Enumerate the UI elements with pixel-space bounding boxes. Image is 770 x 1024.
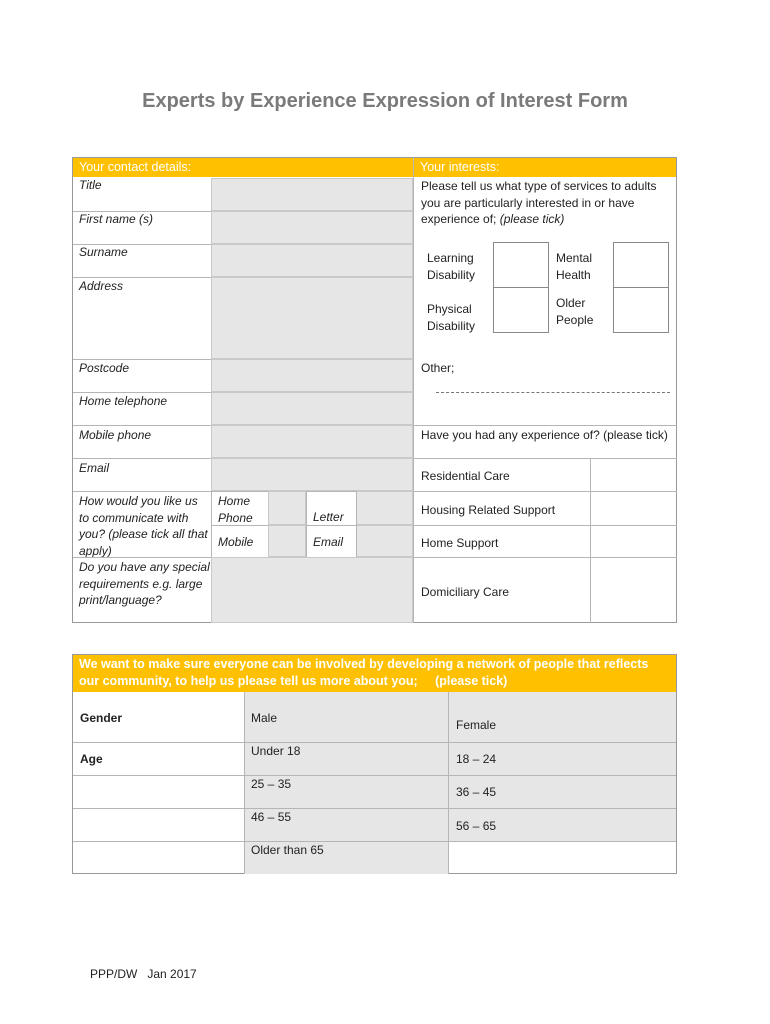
home-support-label: Home Support bbox=[421, 536, 499, 550]
postcode-label: Postcode bbox=[79, 361, 130, 375]
postcode-input[interactable] bbox=[211, 359, 413, 392]
surname-label: Surname bbox=[79, 245, 128, 259]
first-name-label: First name (s) bbox=[79, 212, 154, 226]
mobile-phone-label: Mobile phone bbox=[79, 428, 152, 442]
involvement-header-text: We want to make sure everyone can be involved by developing a network of people that reflects our community, to help us please tell us more about you; bbox=[79, 657, 649, 688]
opt-letter-label: Letter bbox=[313, 510, 344, 524]
older-than-65-option[interactable]: Older than 65 bbox=[251, 843, 324, 857]
email-checkbox[interactable] bbox=[356, 525, 413, 557]
mental-health-checkbox[interactable] bbox=[613, 242, 669, 288]
interests-intro-tick: (please tick) bbox=[499, 212, 565, 226]
footer-ref: PPP/DW Jan 2017 bbox=[90, 967, 197, 981]
age-25-35-option[interactable]: 25 – 35 bbox=[251, 777, 292, 791]
communicate-label: How would you like us to communicate with you? (please tick all that apply) bbox=[79, 494, 208, 558]
age-56-65-option[interactable]: 56 – 65 bbox=[456, 819, 497, 833]
first-name-input[interactable] bbox=[211, 211, 413, 244]
special-requirements-label: Do you have any special requirements e.g. large print/language? bbox=[79, 560, 210, 607]
email-input[interactable] bbox=[211, 458, 413, 491]
interests-header: Your interests: bbox=[414, 158, 676, 177]
housing-support-label: Housing Related Support bbox=[421, 503, 556, 517]
gender-label: Gender bbox=[80, 711, 123, 725]
address-label: Address bbox=[79, 279, 124, 293]
residential-care-label: Residential Care bbox=[421, 469, 510, 483]
residential-care-checkbox[interactable] bbox=[591, 459, 676, 491]
home-phone-checkbox[interactable] bbox=[268, 491, 306, 525]
age-46-55-option[interactable]: 46 – 55 bbox=[251, 810, 292, 824]
opt-home-phone-label: Home Phone bbox=[218, 494, 253, 525]
interests-intro bbox=[421, 178, 671, 228]
other-label: Other; bbox=[421, 361, 455, 375]
surname-input[interactable] bbox=[211, 244, 413, 277]
involvement-header bbox=[73, 655, 676, 692]
domiciliary-care-checkbox[interactable] bbox=[591, 558, 676, 622]
contact-details-header: Your contact details: bbox=[73, 158, 413, 177]
older-people-checkbox[interactable] bbox=[613, 287, 669, 333]
learning-disability-label: Learning Disability bbox=[427, 251, 476, 282]
involvement-header-tick: (please tick) bbox=[435, 674, 508, 688]
mobile-phone-input[interactable] bbox=[211, 425, 413, 458]
address-input[interactable] bbox=[211, 277, 413, 359]
age-label: Age bbox=[80, 752, 103, 766]
opt-mobile-label: Mobile bbox=[218, 535, 254, 549]
interests-intro-text: Please tell us what type of services to adults you are particularly interested in or have experience of; bbox=[421, 179, 657, 226]
title-input[interactable] bbox=[211, 178, 413, 211]
physical-disability-label: Physical Disability bbox=[427, 302, 476, 333]
mobile-checkbox[interactable] bbox=[268, 525, 306, 557]
domiciliary-care-label: Domiciliary Care bbox=[421, 585, 510, 599]
female-option[interactable]: Female bbox=[456, 718, 497, 732]
mental-health-label: Mental Health bbox=[556, 251, 593, 282]
male-option[interactable]: Male bbox=[251, 711, 278, 725]
older-people-label: Older People bbox=[556, 296, 594, 327]
title-label: Title bbox=[79, 178, 102, 192]
home-telephone-label: Home telephone bbox=[79, 394, 168, 408]
age-18-24-option[interactable]: 18 – 24 bbox=[456, 752, 497, 766]
page-title: Experts by Experience Expression of Interest Form bbox=[142, 90, 628, 112]
housing-support-checkbox[interactable] bbox=[591, 492, 676, 525]
email-label: Email bbox=[79, 461, 110, 475]
age-36-45-option[interactable]: 36 – 45 bbox=[456, 785, 497, 799]
experience-question: Have you had any experience of? (please tick) bbox=[421, 428, 668, 442]
letter-checkbox[interactable] bbox=[356, 491, 413, 525]
home-telephone-input[interactable] bbox=[211, 392, 413, 425]
other-input-line[interactable] bbox=[436, 392, 670, 393]
opt-email-label: Email bbox=[313, 535, 344, 549]
under-18-option[interactable]: Under 18 bbox=[251, 744, 301, 758]
learning-disability-checkbox[interactable] bbox=[493, 242, 549, 288]
physical-disability-checkbox[interactable] bbox=[493, 287, 549, 333]
home-support-checkbox[interactable] bbox=[591, 526, 676, 557]
special-requirements-input[interactable] bbox=[211, 557, 413, 623]
